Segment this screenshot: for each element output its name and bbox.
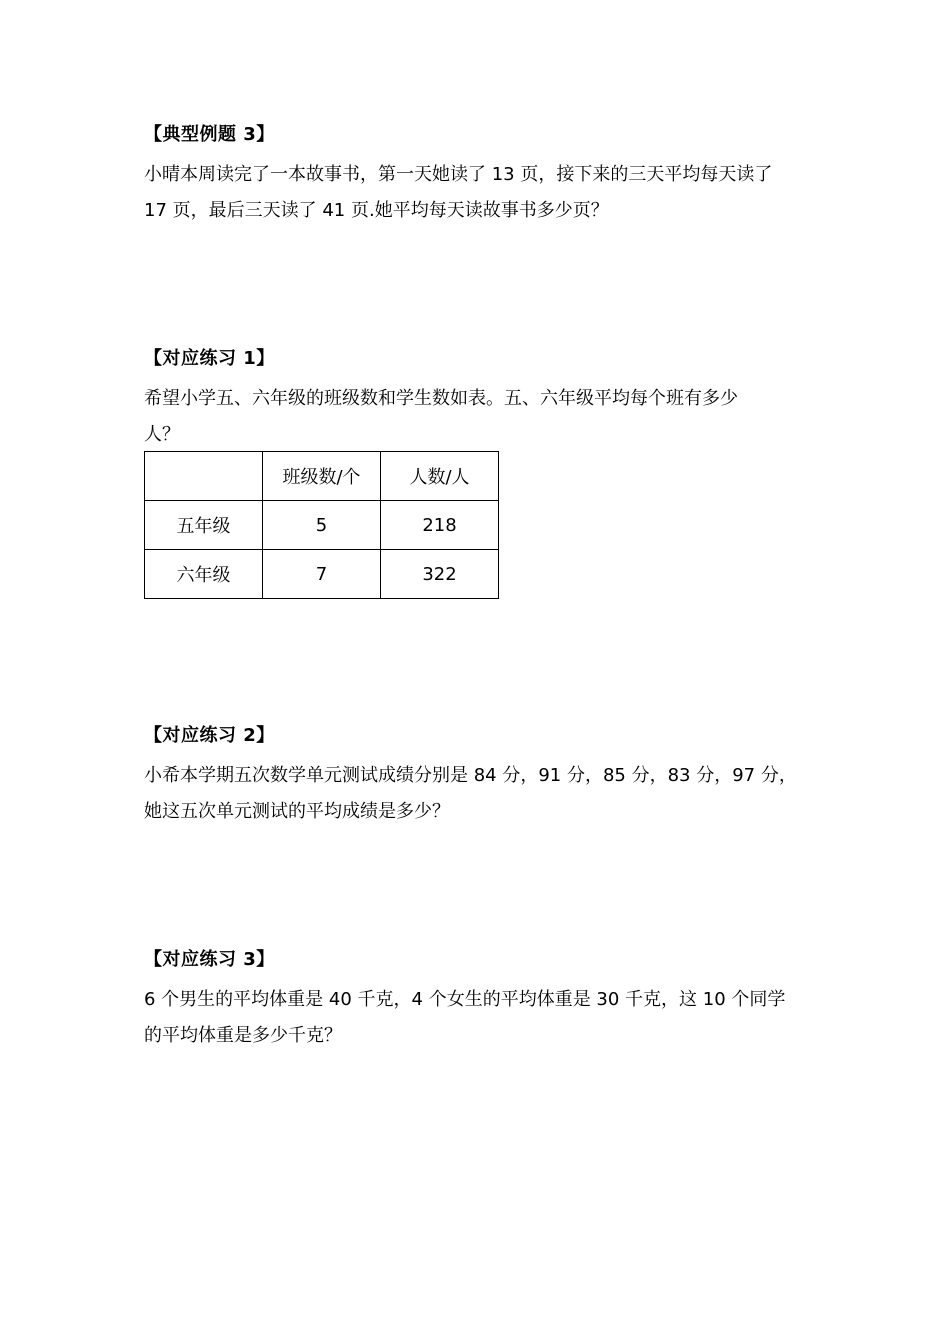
practice-2-line-1: 小希本学期五次数学单元测试成绩分别是 84 分，91 分，85 分，83 分，97 分， [144,765,797,786]
practice-2-heading: 【对应练习 2】 [144,725,275,746]
practice-1-line-1: 希望小学五、六年级的班级数和学生数如表。五、六年级平均每个班有多少 [144,388,738,409]
practice-3-section [144,949,824,1054]
table-cell: 六年级 [145,550,263,599]
example-3-section [144,124,824,229]
practice-3-heading: 【对应练习 3】 [144,949,275,970]
example-3-question [144,157,824,229]
practice-1-line-2: 人？ [144,424,180,445]
example-3-heading: 【典型例题 3】 [144,124,275,145]
practice-1-section [144,348,824,453]
table-row [145,501,499,550]
example-3-line-1: 小晴本周读完了一本故事书，第一天她读了 13 页，接下来的三天平均每天读了 [144,164,773,185]
practice-3-line-1: 6 个男生的平均体重是 40 千克，4 个女生的平均体重是 30 千克，这 10 个同学 [144,989,786,1010]
practice-3-question [144,982,824,1054]
table-row [145,550,499,599]
table-header-row [145,452,499,501]
table-cell: 7 [263,550,381,599]
class-student-table [144,451,499,599]
practice-3-line-2: 的平均体重是多少千克？ [144,1025,342,1046]
practice-1-question [144,381,824,453]
table-cell: 218 [381,501,499,550]
practice-2-question [144,758,824,830]
table-cell: 五年级 [145,501,263,550]
practice-2-section [144,725,824,830]
table-cell: 322 [381,550,499,599]
table-header-cell: 班级数/个 [263,452,381,501]
table-header-cell [145,452,263,501]
table-header-cell: 人数/人 [381,452,499,501]
practice-1-heading: 【对应练习 1】 [144,348,275,369]
example-3-line-2: 17 页，最后三天读了 41 页.她平均每天读故事书多少页？ [144,200,609,221]
table-cell: 5 [263,501,381,550]
practice-2-line-2: 她这五次单元测试的平均成绩是多少？ [144,801,450,822]
